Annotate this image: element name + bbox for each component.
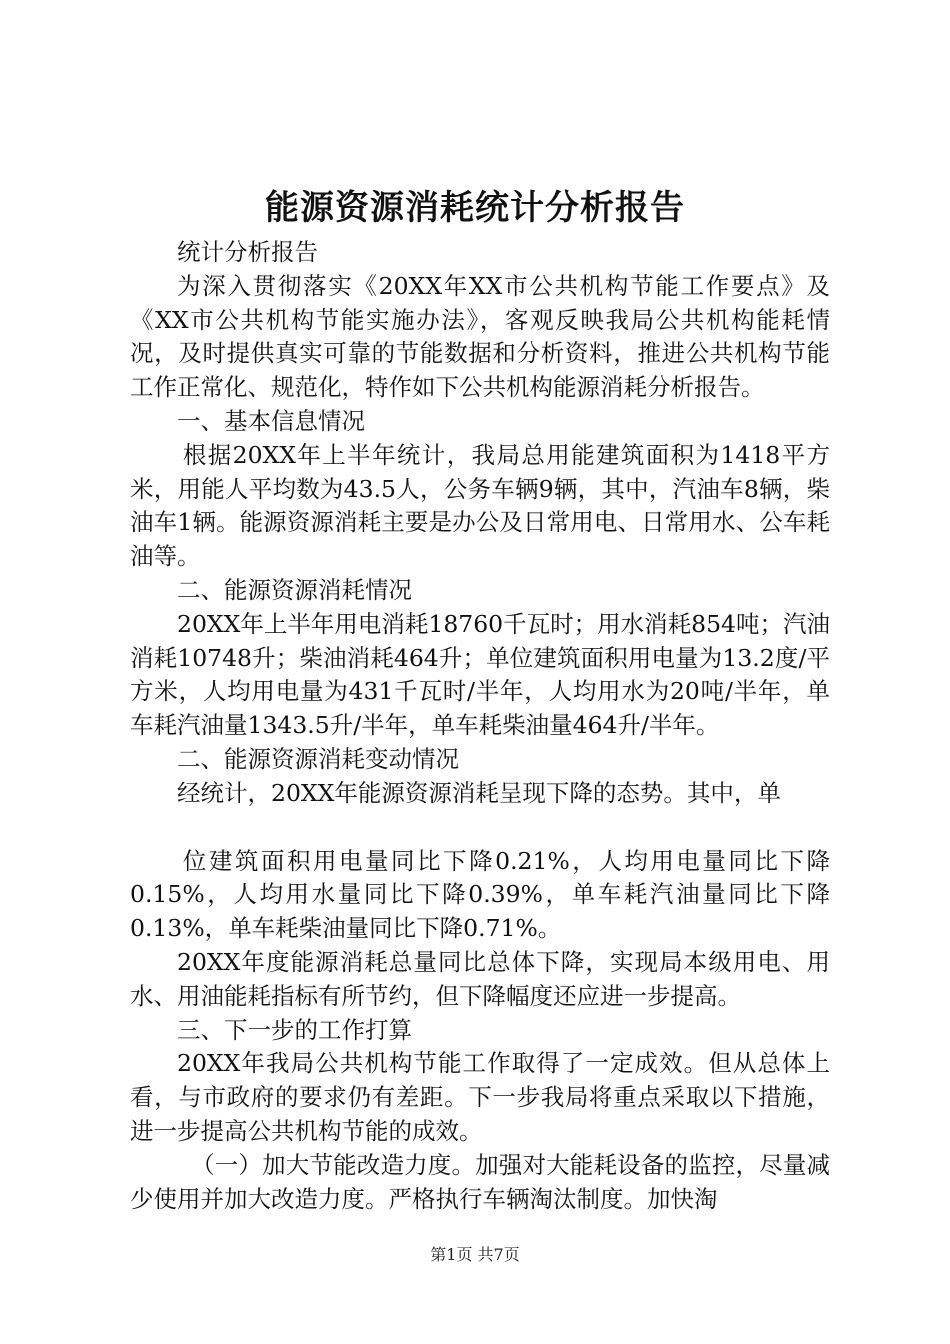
section-heading-basic-info: 一、基本信息情况 [177, 406, 365, 435]
paragraph-subtitle: 统计分析报告 [177, 238, 318, 266]
paragraph-next-steps: 20XX年我局公共机构节能工作取得了一定成效。但从总体上看，与市政府的要求仍有差距。下一步我局将重点采取以下措施，进一步提高公共机构节能的成效。 [130, 1049, 830, 1145]
paragraph-intro: 为深入贯彻落实《20XX年XX市公共机构节能工作要点》及《XX市公共机构节能实施办法》，客观反映我局公共机构能耗情况，及时提供真实可靠的节能数据和分析资料，推进公共机构节能工作正常化、规范化，特作如下公共机构能源消耗分析报告。 [130, 271, 830, 402]
paragraph-basic-info: 根据20XX年上半年统计，我局总用能建筑面积为1418平方米，用能人平均数为43.5人，公务车辆9辆，其中，汽油车8辆，柴油车1辆。能源资源消耗主要是办公及日常用电、日常用水、公车耗油等。 [130, 440, 830, 571]
document-body [130, 236, 830, 1216]
paragraph-consumption: 20XX年上半年用电消耗18760千瓦时；用水消耗854吨；汽油消耗10748升；柴油消耗464升；单位建筑面积用电量为13.2度/平方米，人均用电量为431千瓦时/半年，人均用水为20吨/半年，单车耗汽油量1343.5升/半年，单车耗柴油量464升/半年。 [130, 609, 830, 740]
section-heading-next-steps: 三、下一步的工作打算 [177, 1015, 412, 1044]
paragraph-changes-part2: 位建筑面积用电量同比下降0.21%，人均用电量同比下降0.15%，人均用水量同比下降0.39%，单车耗汽油量同比下降0.13%，单车耗柴油量同比下降0.71%。 [130, 846, 830, 943]
page-indicator: 第1页 共7页 [430, 1245, 520, 1264]
document-title: 能源资源消耗统计分析报告 [265, 188, 685, 228]
section-heading-changes: 二、能源资源消耗变动情况 [177, 744, 459, 773]
paragraph-changes-part1: 经统计，20XX年能源资源消耗呈现下降的态势。其中，单 [177, 778, 781, 807]
paragraph-measure-one: （一）加大节能改造力度。加强对大能耗设备的监控，尽量减少使用并加大改造力度。严格执行车辆淘汰制度。加快淘 [130, 1150, 830, 1213]
section-heading-consumption: 二、能源资源消耗情况 [177, 575, 412, 604]
paragraph-annual-summary: 20XX年度能源消耗总量同比总体下降，实现局本级用电、用水、用油能耗指标有所节约，但下降幅度还应进一步提高。 [130, 947, 830, 1010]
